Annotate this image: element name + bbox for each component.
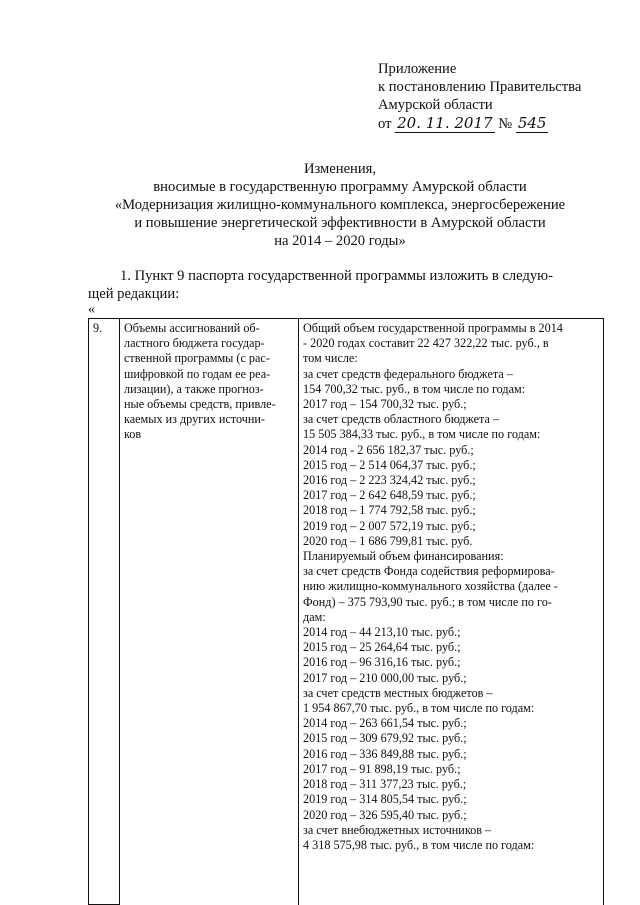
label-line: ластного бюджета государ-: [124, 336, 265, 351]
label-line: лизации), а также прогноз-: [124, 381, 264, 396]
handwritten-date: 20. 11. 2017: [397, 114, 493, 132]
value-line: дам:: [303, 609, 326, 624]
value-line: 2017 год – 154 700,32 тыс. руб.;: [303, 397, 467, 412]
handwritten-number: 545: [517, 114, 547, 132]
value-line: 15 505 384,33 тыс. руб., в том числе по годам:: [303, 427, 541, 442]
row-label: [120, 319, 299, 905]
value-line: 2017 год – 210 000,00 тыс. руб.;: [303, 670, 467, 685]
label-line: Объемы ассигнований об-: [124, 321, 260, 335]
paragraph-line-2: щей редакции:: [88, 286, 180, 302]
appendix-header: [378, 60, 581, 133]
value-line: 2018 год – 1 774 792,58 тыс. руб.;: [303, 503, 476, 518]
value-line: 2019 год – 314 805,54 тыс. руб.;: [303, 792, 467, 807]
appendix-title: Приложение: [378, 61, 457, 77]
value-line: за счет средств федерального бюджета –: [303, 366, 513, 381]
value-line: Планируемый объем финансирования:: [303, 549, 504, 564]
value-line: 2018 год – 311 377,23 тыс. руб.;: [303, 777, 467, 792]
appendix-date-line: [378, 114, 581, 133]
row-number: 9.: [89, 319, 120, 905]
row-value: [299, 319, 604, 905]
title-line-1: Изменения,: [303, 161, 377, 177]
number-label: №: [498, 116, 513, 132]
title-line-3: «Модернизация жилищно-коммунального комплекса, энергосбережение: [114, 197, 566, 213]
title-line-2: вносимые в государственную программу Амурской области: [153, 179, 527, 195]
date-prefix: от: [378, 116, 392, 132]
label-line: ные объемы средств, привле-: [124, 397, 276, 412]
label-line: каемых из других источни-: [124, 412, 265, 427]
label-line: ков: [124, 427, 142, 442]
value-line: 1 954 867,70 тыс. руб., в том числе по годам:: [303, 701, 535, 716]
document-title: [80, 160, 600, 250]
value-line: 2017 год – 2 642 648,59 тыс. руб.;: [303, 488, 476, 503]
value-line: 2015 год – 2 514 064,37 тыс. руб.;: [303, 457, 476, 472]
paragraph-line-1: 1. Пункт 9 паспорта государственной программы изложить в следую-: [120, 268, 553, 284]
value-line: 2016 год – 336 849,88 тыс. руб.;: [303, 746, 467, 761]
value-line: за счет средств местных бюджетов –: [303, 685, 493, 700]
value-line: - 2020 годах составит 22 427 322,22 тыс. руб., в: [303, 336, 549, 351]
value-line: 2016 год – 96 316,16 тыс. руб.;: [303, 655, 461, 670]
open-quote: «: [88, 302, 95, 317]
title-line-5: на 2014 – 2020 годы»: [274, 233, 406, 249]
table-row: [89, 319, 604, 905]
value-line: 2014 год – 263 661,54 тыс. руб.;: [303, 716, 467, 731]
appendix-decree-line: к постановлению Правительства: [378, 79, 582, 95]
value-line: 2019 год – 2 007 572,19 тыс. руб.;: [303, 518, 476, 533]
value-line: 2016 год – 2 223 324,42 тыс. руб.;: [303, 473, 476, 488]
value-line: за счет внебюджетных источников –: [303, 822, 492, 837]
appendix-region-line: Амурской области: [378, 97, 493, 113]
title-line-4: и повышение энергетической эффективности в Амурской области: [134, 215, 546, 231]
label-line: шифровкой по годам ее реа-: [124, 366, 271, 381]
value-line: 2015 год – 309 679,92 тыс. руб.;: [303, 731, 467, 746]
value-line: 4 318 575,98 тыс. руб., в том числе по годам:: [303, 837, 535, 852]
value-line: 2014 год - 2 656 182,37 тыс. руб.;: [303, 442, 474, 457]
value-line: том числе:: [303, 351, 358, 366]
passport-table: [88, 318, 604, 905]
value-line: Общий объем государственной программы в 2014: [303, 321, 563, 335]
value-line: за счет средств Фонда содействия реформирова-: [303, 564, 555, 579]
value-line: 154 700,32 тыс. руб., в том числе по годам:: [303, 381, 526, 396]
label-line: ственной программы (с рас-: [124, 351, 270, 366]
body-paragraph: [88, 267, 593, 303]
value-line: 2020 год – 1 686 799,81 тыс. руб.: [303, 533, 473, 548]
value-line: 2014 год – 44 213,10 тыс. руб.;: [303, 625, 461, 640]
value-line: 2020 год – 326 595,40 тыс. руб.;: [303, 807, 467, 822]
value-line: за счет средств областного бюджета –: [303, 412, 500, 427]
value-line: 2017 год – 91 898,19 тыс. руб.;: [303, 761, 461, 776]
value-line: Фонд) – 375 793,90 тыс. руб.; в том числе по го-: [303, 594, 552, 609]
value-line: 2015 год – 25 264,64 тыс. руб.;: [303, 640, 461, 655]
value-line: нию жилищно-коммунального хозяйства (далее -: [303, 579, 558, 594]
